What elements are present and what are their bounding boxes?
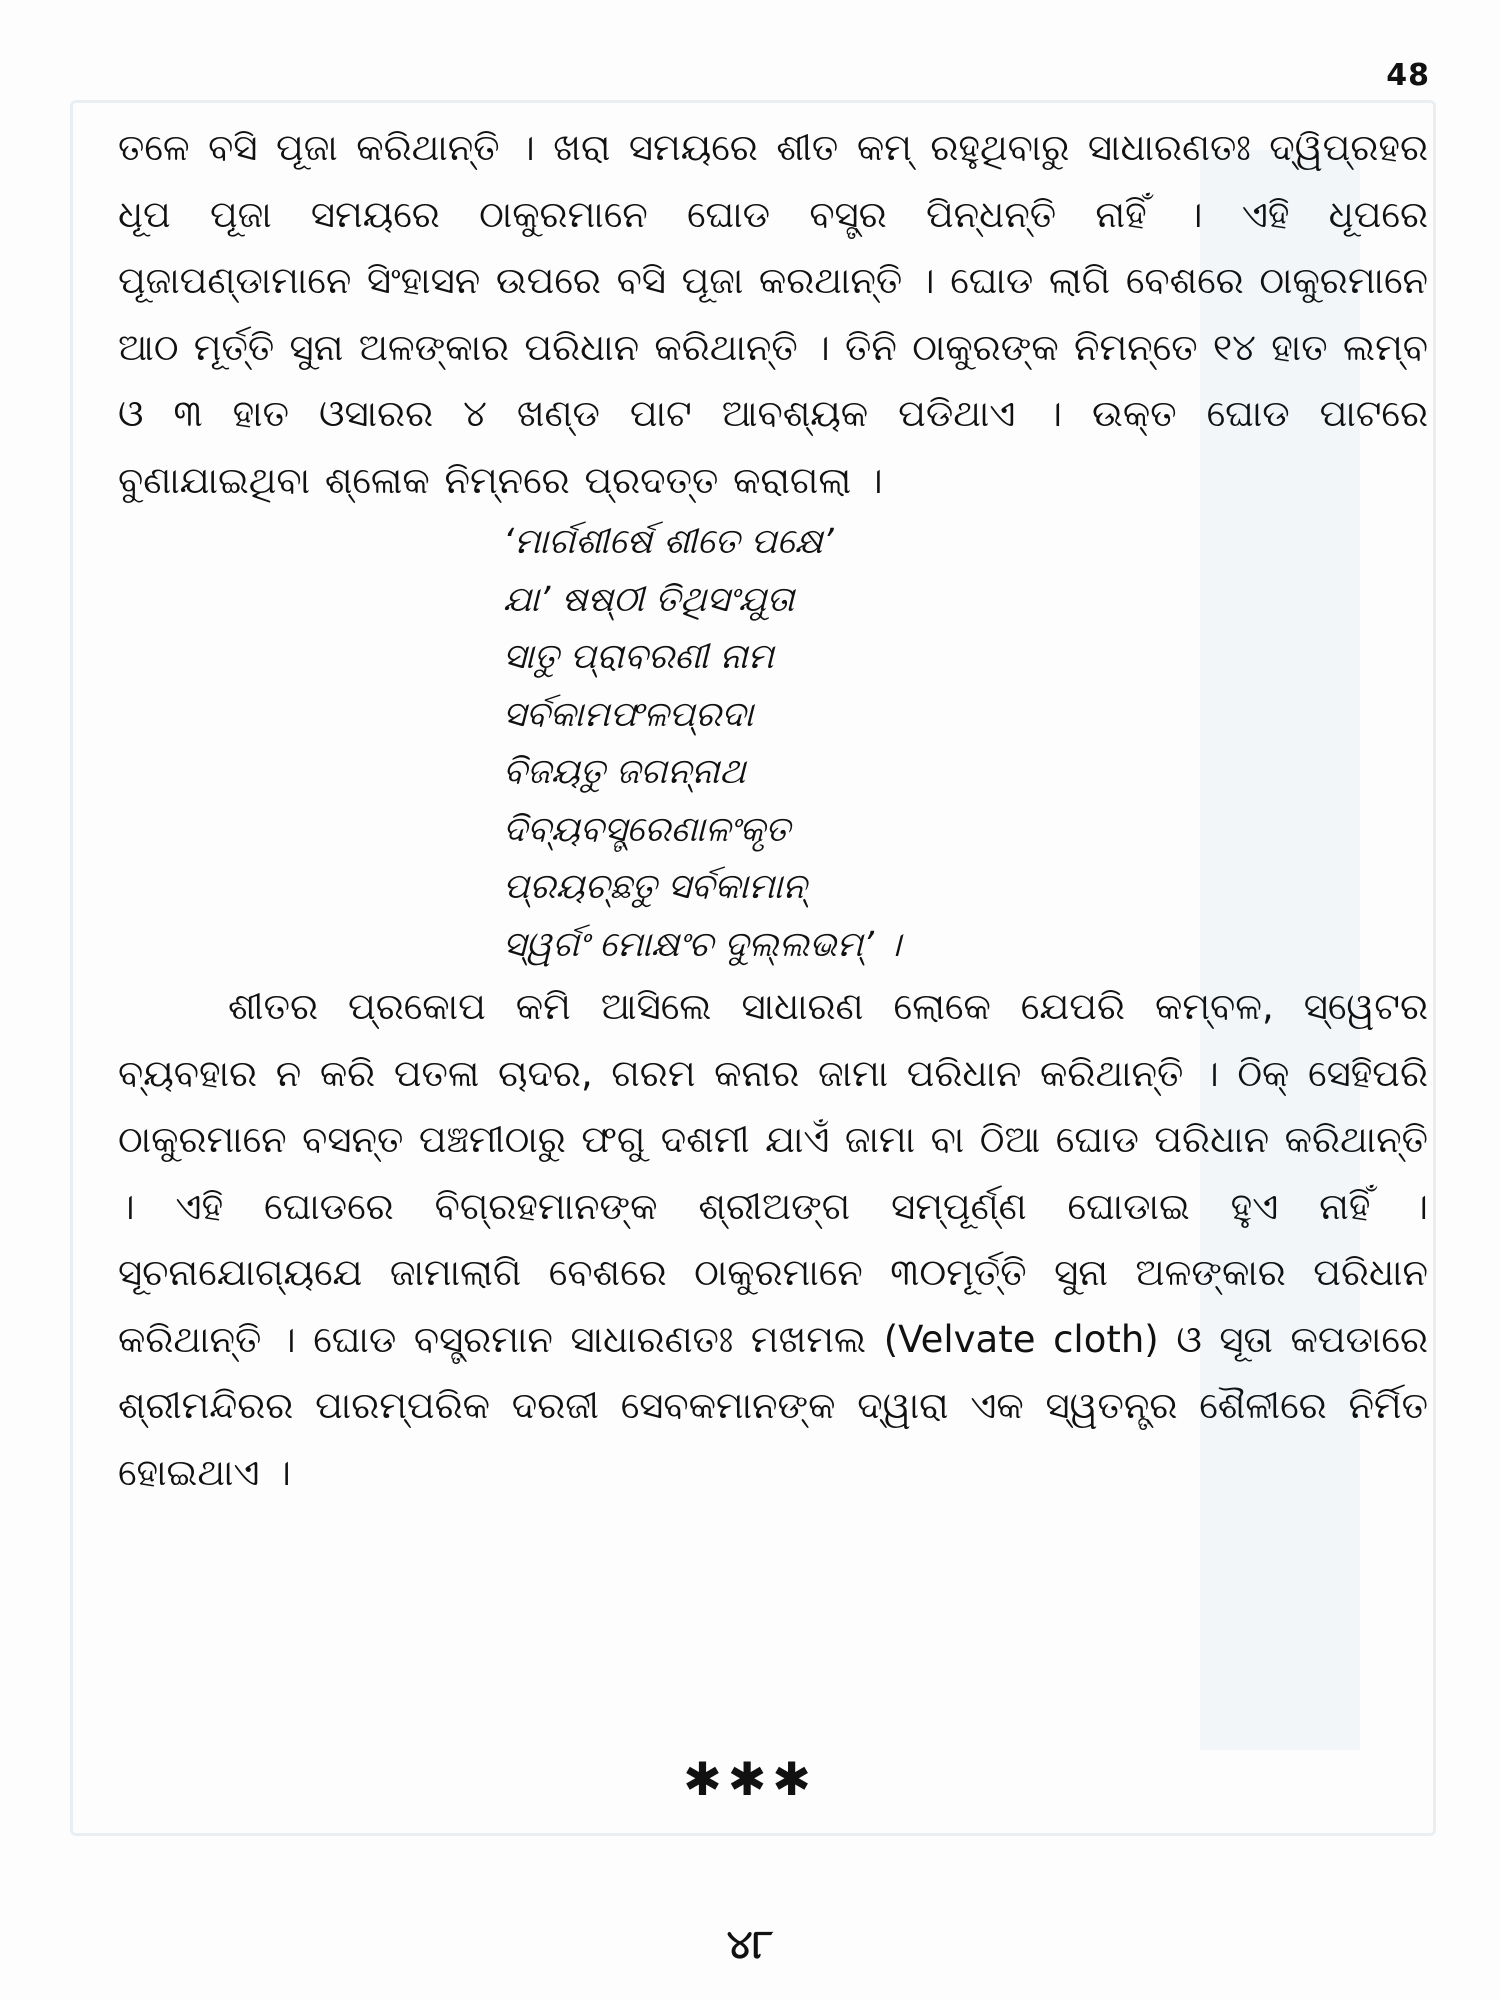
- section-separator-stars: ✱✱✱: [683, 1752, 817, 1806]
- paragraph-jama-ghoda: ଶୀତର ପ୍ରକୋପ କମି ଆସିଲେ ସାଧାରଣ ଲୋକେ ଯେପରି କମ୍ବଳ, ସ୍ୱେଟର ବ୍ୟବହାର ନ କରି ପତଳା ଚାଦର, ଗରମ କନାର ଜାମା ପରିଧାନ କରିଥାନ୍ତି । ଠିକ୍ ସେହିପରି ଠାକୁରମାନେ ବସନ୍ତ ପଞ୍ଚମୀଠାରୁ ଫଗୁ ଦଶମୀ ଯାଏଁ ଜାମା ବା ଠିଆ ଘୋଡ ପରିଧାନ କରିଥାନ୍ତି । ଏହି ଘୋଡରେ ବିଗ୍ରହମାନଙ୍କ ଶ୍ରୀଅଙ୍ଗ ସମ୍ପୂର୍ଣ୍ଣ ଘୋଡାଇ ହୁଏ ନାହିଁ । ସୂଚନାଯୋଗ୍ୟଯେ ଜାମାଲାଗି ବେଶରେ ଠାକୁରମାନେ ୩୦ମୂର୍ତ୍ତି ସୁନା ଅଳଙ୍କାର ପରିଧାନ କରିଥାନ୍ତି । ଘୋଡ ବସ୍ତ୍ରମାନ ସାଧାରଣତଃ ମଖମଲ (Velvate cloth) ଓ ସୂତା କପଡାରେ ଶ୍ରୀମନ୍ଦିରର ପାରମ୍ପରିକ ଦରଜୀ ସେବକମାନଙ୍କ ଦ୍ୱାରା ଏକ ସ୍ୱତନ୍ତ୍ର ଶୈଳୀରେ ନିର୍ମିତ ହୋଇଥାଏ ।: [118, 985, 1428, 1494]
- verse-line: ସର୍ବକାମଫଳପ୍ରଦା: [503, 694, 754, 735]
- verse-line: ବିଜୟତୁ ଜଗନ୍ନାଥ: [503, 752, 746, 792]
- verse-line: ‘ମାର୍ଗଶୀର୍ଷେ ଶୀତେ ପକ୍ଷେ’: [503, 522, 834, 562]
- verse-line: ପ୍ରୟଚ୍ଛତୁ ସର୍ବକାମାନ୍: [503, 867, 807, 907]
- sloka-verse: [503, 514, 1428, 974]
- page-number-bottom: ୪୮: [726, 1922, 774, 1968]
- page-number-top: 48: [1386, 58, 1430, 93]
- page-body: [118, 115, 1428, 1506]
- verse-line: ଦିବ୍ୟବସ୍ତ୍ରେଣାଳଂକୃତ: [503, 809, 791, 850]
- verse-line: ଯା’ ଷଷ୍ଠୀ ତିଥିସଂଯୁତା: [503, 579, 795, 620]
- paragraph-intro: ତଳେ ବସି ପୂଜା କରିଥାନ୍ତି । ଖରା ସମୟରେ ଶୀତ କମ୍ ରହୁଥିବାରୁ ସାଧାରଣତଃ ଦ୍ୱିପ୍ରହର ଧୂପ ପୂଜା ସମୟରେ ଠାକୁରମାନେ ଘୋଡ ବସ୍ତ୍ର ପିନ୍ଧନ୍ତି ନାହିଁ । ଏହି ଧୂପରେ ପୂଜାପଣ୍ଡାମାନେ ସିଂହାସନ ଉପରେ ବସି ପୂଜା କରଥାନ୍ତି । ଘୋଡ ଲାଗି ବେଶରେ ଠାକୁରମାନେ ଆଠ ମୂର୍ତ୍ତି ସୁନା ଅଳଙ୍କାର ପରିଧାନ କରିଥାନ୍ତି । ତିନି ଠାକୁରଙ୍କ ନିମନ୍ତେ ୧୪ ହାତ ଲମ୍ବ ଓ ୩ ହାତ ଓସାରର ୪ ଖଣ୍ଡ ପାଟ ଆବଶ୍ୟକ ପଡିଥାଏ । ଉକ୍ତ ଘୋଡ ପାଟରେ ବୁଣାଯାଇଥିବା ଶ୍ଳୋକ ନିମ୍ନରେ ପ୍ରଦତ୍ତ କରାଗଲା ।: [118, 126, 1428, 502]
- verse-line: ସ୍ୱର୍ଗଂ ମୋକ୍ଷଂଚ ଦୁଲ୍ଲଭମ୍’ ।: [503, 924, 901, 965]
- verse-line: ସାତୁ ପ୍ରାବରଣୀ ନାମ: [503, 637, 774, 677]
